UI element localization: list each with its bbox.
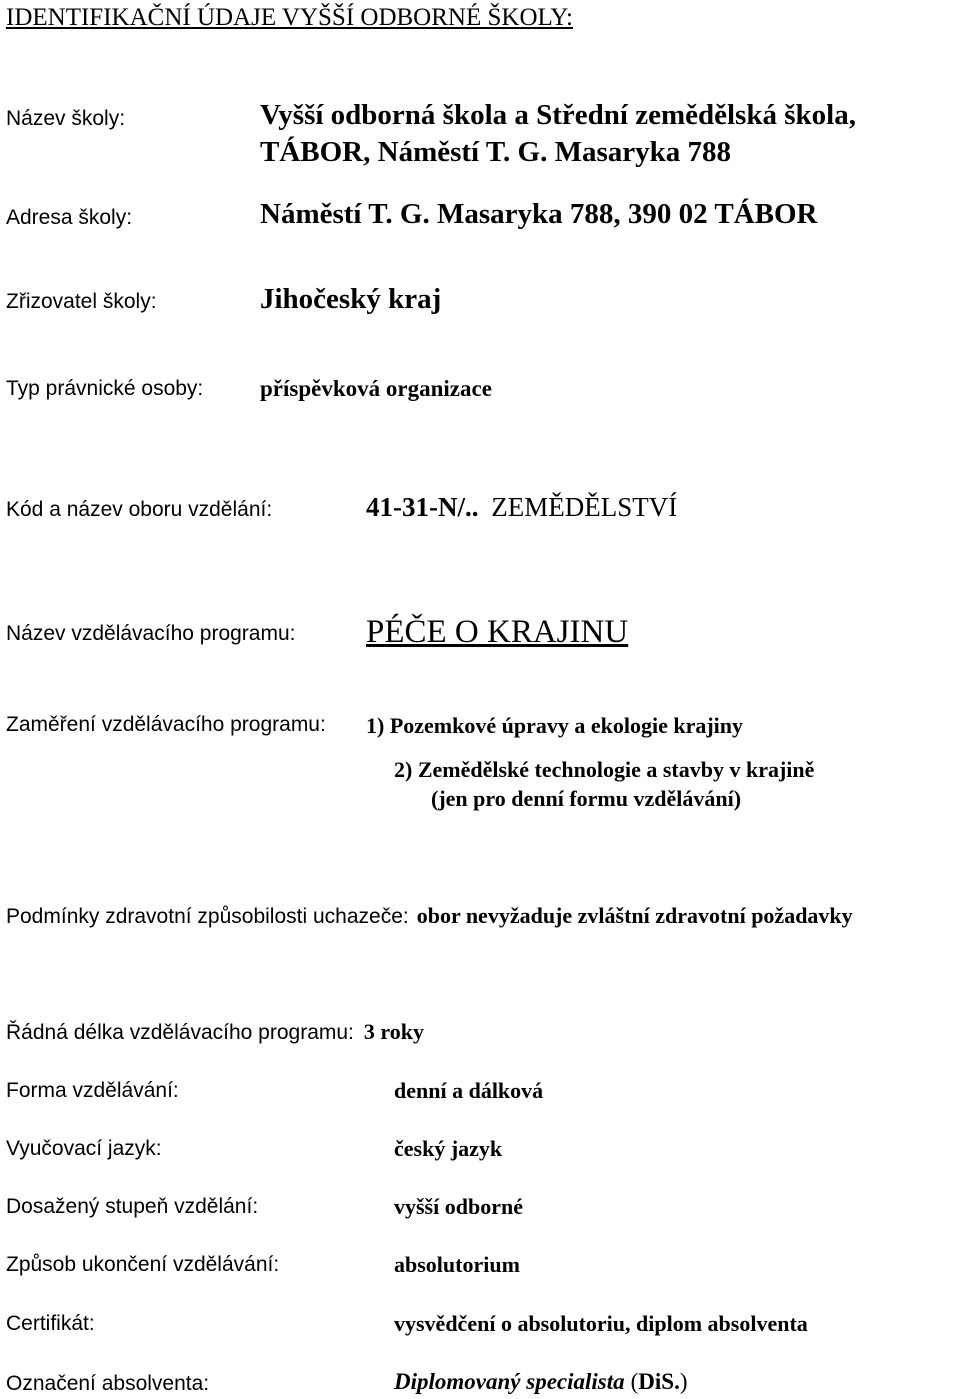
school-name-line1: Vyšší odborná škola a Střední zemědělská škola, bbox=[260, 99, 856, 131]
degree-value: vyšší odborné bbox=[394, 1194, 523, 1219]
length-value: 3 roky bbox=[363, 1019, 424, 1044]
health-value: obor nevyžaduje zvláštní zdravotní požadavky bbox=[416, 903, 853, 928]
school-address-label: Adresa školy: bbox=[6, 206, 133, 229]
language-value: český jazyk bbox=[394, 1136, 503, 1161]
legal-type-value: příspěvková organizace bbox=[260, 376, 492, 401]
founder-label: Zřizovatel školy: bbox=[6, 290, 157, 313]
certificate-value: vysvědčení o absolutoriu, diplom absolventa bbox=[394, 1311, 808, 1336]
school-name-line2: TÁBOR, Náměstí T. G. Masaryka 788 bbox=[260, 136, 731, 168]
language-label: Vyučovací jazyk: bbox=[6, 1137, 162, 1160]
legal-type-label: Typ právnické osoby: bbox=[6, 377, 204, 400]
program-focus-2: 2) Zemědělské technologie a stavby v krajině bbox=[394, 757, 815, 782]
field-value bbox=[366, 492, 677, 523]
program-name-label: Název vzdělávacího programu: bbox=[6, 622, 296, 645]
graduate-label: Označení absolventa: bbox=[6, 1372, 210, 1395]
school-name-label: Název školy: bbox=[6, 107, 126, 130]
graduate-abbr-open: ( bbox=[630, 1369, 639, 1394]
form-label: Forma vzdělávání: bbox=[6, 1079, 179, 1102]
page-heading: IDENTIFIKAČNÍ ÚDAJE VYŠŠÍ ODBORNÉ ŠKOLY: bbox=[6, 4, 573, 31]
program-focus-2-note: (jen pro denní formu vzdělávání) bbox=[431, 786, 742, 811]
length-label: Řádná délka vzdělávacího programu: bbox=[6, 1021, 354, 1044]
degree-label: Dosažený stupeň vzdělání: bbox=[6, 1195, 259, 1218]
completion-value: absolutorium bbox=[394, 1252, 520, 1277]
field-name: ZEMĚDĚLSTVÍ bbox=[491, 492, 678, 522]
graduate-abbr: DiS. bbox=[638, 1369, 680, 1394]
founder-value: Jihočeský kraj bbox=[260, 283, 442, 315]
program-focus-1: 1) Pozemkové úpravy a ekologie krajiny bbox=[366, 713, 744, 738]
length-row bbox=[6, 1019, 424, 1045]
field-label: Kód a název oboru vzdělání: bbox=[6, 498, 273, 521]
health-row bbox=[6, 903, 853, 929]
completion-label: Způsob ukončení vzdělávání: bbox=[6, 1253, 280, 1276]
program-name-value: PÉČE O KRAJINU bbox=[366, 614, 629, 650]
graduate-title: Diplomovaný specialista bbox=[394, 1369, 625, 1394]
graduate-value bbox=[394, 1369, 688, 1395]
program-focus-label: Zaměření vzdělávacího programu: bbox=[6, 713, 326, 736]
school-address-value: Náměstí T. G. Masaryka 788, 390 02 TÁBOR bbox=[260, 198, 818, 230]
certificate-label: Certifikát: bbox=[6, 1312, 95, 1335]
graduate-abbr-close: ) bbox=[679, 1369, 688, 1394]
field-code: 41-31-N/.. bbox=[366, 492, 479, 522]
form-value: denní a dálková bbox=[394, 1078, 544, 1103]
health-label: Podmínky zdravotní způsobilosti uchazeče: bbox=[6, 905, 409, 928]
